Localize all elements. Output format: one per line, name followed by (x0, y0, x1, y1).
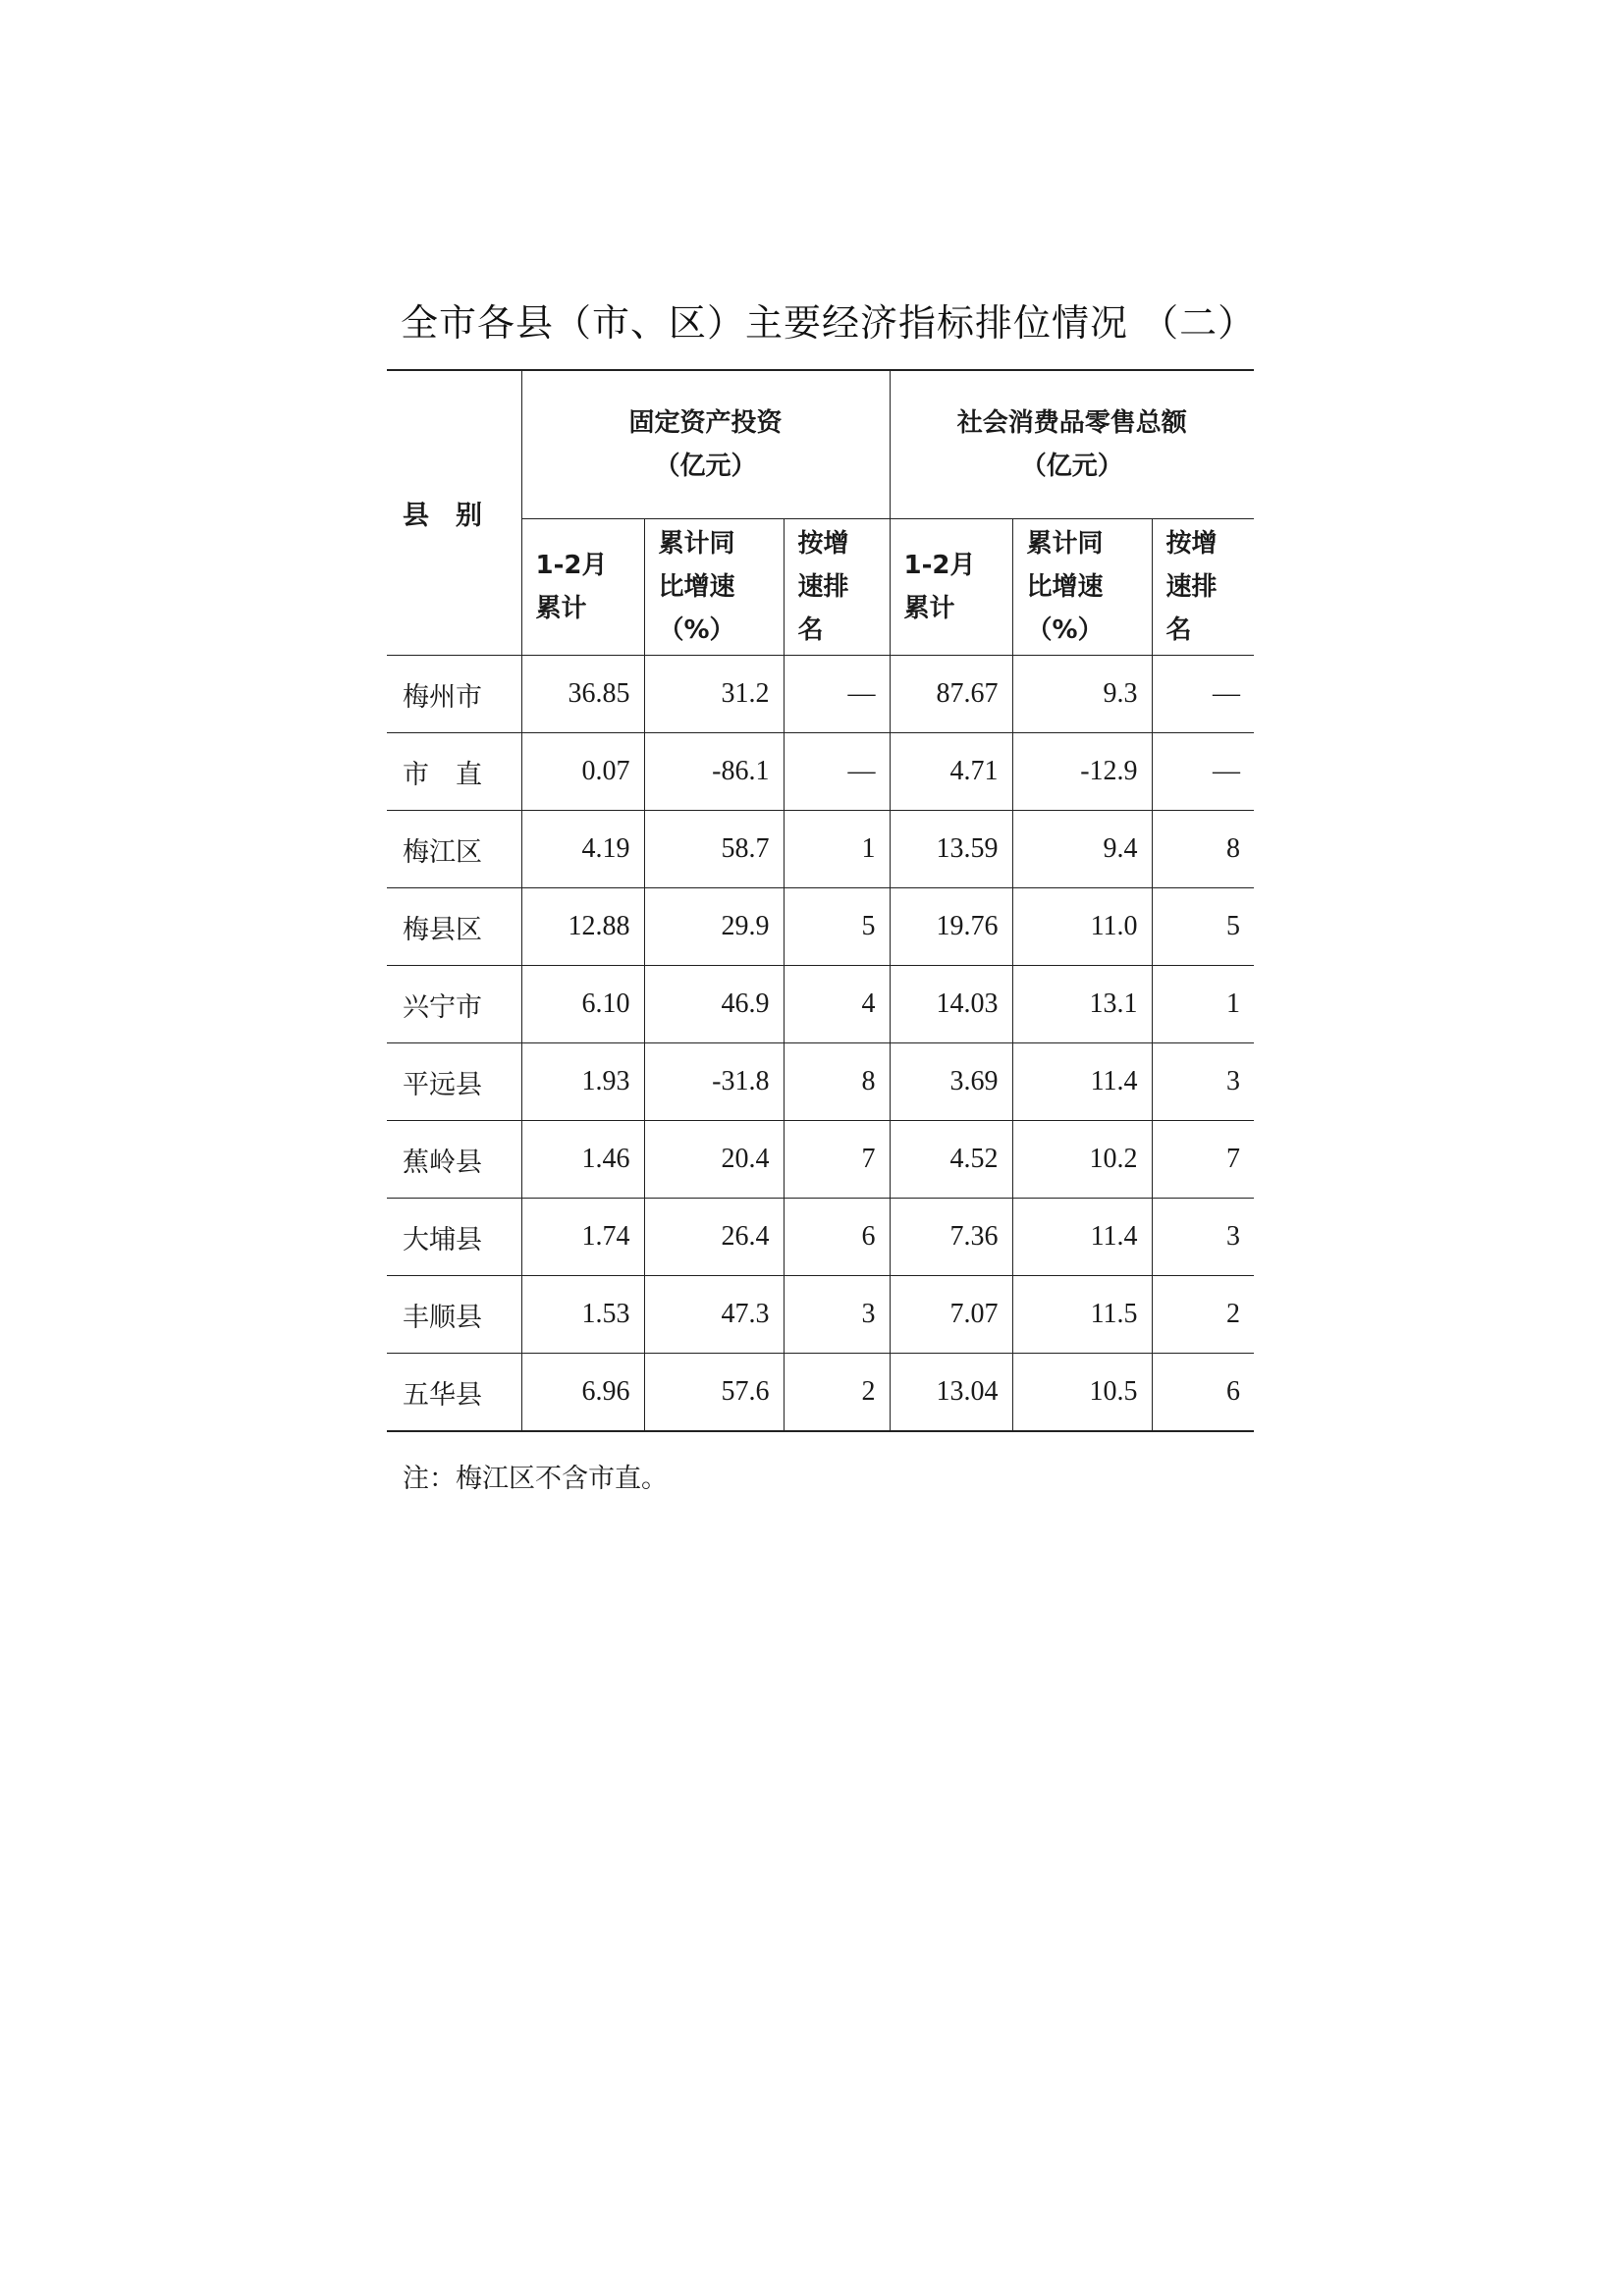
retail-value: 87.67 (890, 656, 1012, 733)
header-retail-growth (1012, 519, 1152, 656)
county-name: 梅州市 (387, 656, 521, 733)
county-name: 大埔县 (387, 1199, 521, 1276)
retail-value: 13.59 (890, 811, 1012, 888)
header-text: 1-2月 (903, 551, 976, 580)
footnote: 注：梅江区不含市直。 (403, 1464, 668, 1494)
fai-rank: 1 (784, 811, 890, 888)
retail-growth: 11.0 (1012, 888, 1152, 966)
table-row (387, 966, 1254, 1043)
fai-growth: 57.6 (644, 1354, 784, 1432)
retail-value: 13.04 (890, 1354, 1012, 1432)
retail-growth: -12.9 (1012, 733, 1152, 811)
table-row (387, 1276, 1254, 1354)
header-fai-growth (644, 519, 784, 656)
header-text: 速排 (1165, 572, 1218, 602)
retail-growth: 10.2 (1012, 1121, 1152, 1199)
retail-rank: — (1152, 656, 1254, 733)
fai-rank: — (784, 656, 890, 733)
retail-value: 14.03 (890, 966, 1012, 1043)
county-name: 梅县区 (387, 888, 521, 966)
fai-rank: — (784, 733, 890, 811)
retail-rank: 8 (1152, 811, 1254, 888)
table-row (387, 733, 1254, 811)
header-text: 1-2月 (535, 551, 608, 580)
fai-growth: -31.8 (644, 1043, 784, 1121)
header-text: 累计同 (1026, 529, 1104, 559)
header-text: 名 (797, 615, 824, 645)
county-name: 梅江区 (387, 811, 521, 888)
fai-value: 36.85 (521, 656, 644, 733)
fai-value: 1.74 (521, 1199, 644, 1276)
fai-value: 6.96 (521, 1354, 644, 1432)
fai-rank: 2 (784, 1354, 890, 1432)
header-retail-cumulative (890, 519, 1012, 656)
retail-rank: 3 (1152, 1199, 1254, 1276)
indicator-table (387, 369, 1254, 1432)
retail-growth: 9.3 (1012, 656, 1152, 733)
fai-growth: 20.4 (644, 1121, 784, 1199)
fai-rank: 8 (784, 1043, 890, 1121)
fai-growth: 58.7 (644, 811, 784, 888)
retail-growth: 11.4 (1012, 1043, 1152, 1121)
header-fai-rank (784, 519, 890, 656)
header-text: 名 (1165, 615, 1192, 645)
header-fixed-asset-investment-title: 固定资产投资 (628, 408, 783, 438)
header-fixed-asset-investment-unit: （亿元） (654, 452, 757, 481)
retail-value: 3.69 (890, 1043, 1012, 1121)
fai-value: 1.93 (521, 1043, 644, 1121)
header-text: （%） (1026, 615, 1104, 645)
county-name: 平远县 (387, 1043, 521, 1121)
table-row (387, 1043, 1254, 1121)
county-name: 丰顺县 (387, 1276, 521, 1354)
header-fixed-asset-investment (521, 370, 890, 519)
header-retail-sales-unit: （亿元） (1020, 452, 1123, 481)
header-retail-rank (1152, 519, 1254, 656)
retail-value: 7.36 (890, 1199, 1012, 1276)
retail-growth: 13.1 (1012, 966, 1152, 1043)
fai-value: 6.10 (521, 966, 644, 1043)
fai-rank: 3 (784, 1276, 890, 1354)
fai-growth: 26.4 (644, 1199, 784, 1276)
fai-rank: 6 (784, 1199, 890, 1276)
table-row (387, 656, 1254, 733)
header-retail-sales (890, 370, 1254, 519)
retail-rank: 2 (1152, 1276, 1254, 1354)
header-text: 比增速 (658, 572, 735, 602)
header-text: 累计 (903, 594, 955, 623)
header-retail-sales-title: 社会消费品零售总额 (956, 408, 1187, 438)
fai-value: 0.07 (521, 733, 644, 811)
retail-growth: 9.4 (1012, 811, 1152, 888)
fai-rank: 7 (784, 1121, 890, 1199)
retail-rank: 3 (1152, 1043, 1254, 1121)
header-text: （%） (658, 615, 735, 645)
header-fai-cumulative (521, 519, 644, 656)
fai-value: 1.46 (521, 1121, 644, 1199)
header-text: 按增 (797, 529, 849, 559)
retail-growth: 10.5 (1012, 1354, 1152, 1432)
fai-value: 12.88 (521, 888, 644, 966)
retail-rank: 7 (1152, 1121, 1254, 1199)
table-row (387, 811, 1254, 888)
fai-growth: 47.3 (644, 1276, 784, 1354)
retail-rank: 6 (1152, 1354, 1254, 1432)
header-text: 速排 (797, 572, 849, 602)
table-row (387, 1354, 1254, 1432)
header-text: 比增速 (1026, 572, 1104, 602)
fai-value: 4.19 (521, 811, 644, 888)
fai-growth: -86.1 (644, 733, 784, 811)
header-text: 累计同 (658, 529, 735, 559)
table-row (387, 1199, 1254, 1276)
county-name: 兴宁市 (387, 966, 521, 1043)
fai-rank: 4 (784, 966, 890, 1043)
table-row (387, 888, 1254, 966)
fai-growth: 31.2 (644, 656, 784, 733)
retail-rank: 5 (1152, 888, 1254, 966)
retail-rank: — (1152, 733, 1254, 811)
page-title: 全市各县（市、区）主要经济指标排位情况 （二） (401, 301, 1257, 345)
header-county: 县 别 (387, 370, 521, 656)
retail-value: 7.07 (890, 1276, 1012, 1354)
fai-value: 1.53 (521, 1276, 644, 1354)
header-text: 累计 (535, 594, 587, 623)
table-row (387, 1121, 1254, 1199)
retail-rank: 1 (1152, 966, 1254, 1043)
county-name: 蕉岭县 (387, 1121, 521, 1199)
header-text: 按增 (1165, 529, 1218, 559)
fai-growth: 29.9 (644, 888, 784, 966)
fai-rank: 5 (784, 888, 890, 966)
retail-value: 4.52 (890, 1121, 1012, 1199)
retail-value: 19.76 (890, 888, 1012, 966)
county-name: 五华县 (387, 1354, 521, 1432)
fai-growth: 46.9 (644, 966, 784, 1043)
retail-value: 4.71 (890, 733, 1012, 811)
retail-growth: 11.5 (1012, 1276, 1152, 1354)
county-name: 市 直 (387, 733, 521, 811)
retail-growth: 11.4 (1012, 1199, 1152, 1276)
